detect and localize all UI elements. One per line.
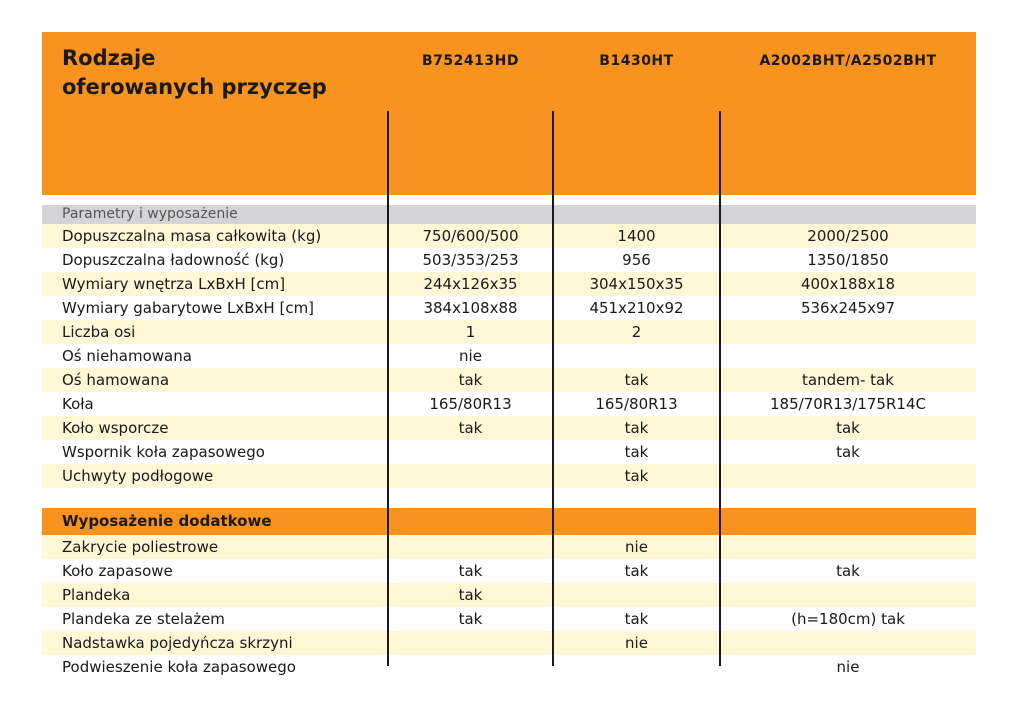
- table-row: [42, 416, 976, 440]
- cell-col-1: tak: [458, 371, 483, 389]
- column-divider: [387, 111, 389, 666]
- cell-col-2: 2: [631, 323, 642, 341]
- row-label: Oś hamowana: [62, 371, 170, 389]
- row-label: Plandeka ze stelażem: [62, 610, 225, 628]
- section-label: Parametry i wyposażenie: [62, 206, 238, 222]
- cell-col-2: nie: [625, 538, 648, 556]
- table-row: [42, 368, 976, 392]
- table-row: [42, 631, 976, 655]
- row-label: Wymiary gabarytowe LxBxH [cm]: [62, 299, 315, 317]
- column-divider: [719, 111, 721, 666]
- section-gap: [42, 488, 976, 508]
- title-line-2: oferowanych przyczep: [62, 75, 327, 99]
- cell-col-1: 1: [465, 323, 476, 341]
- cell-col-3: tak: [836, 419, 860, 437]
- row-label: Podwieszenie koła zapasowego: [62, 658, 296, 676]
- cell-col-1: 750/600/500: [422, 227, 519, 245]
- cell-col-1: 503/353/253: [422, 251, 519, 269]
- row-label: Oś niehamowana: [62, 347, 192, 365]
- section-header-extras: [42, 508, 976, 535]
- table-row: [42, 464, 976, 488]
- cell-col-2: tak: [624, 371, 649, 389]
- table-row: [42, 320, 976, 344]
- cell-col-2: 956: [622, 251, 651, 269]
- table-row: [42, 607, 976, 631]
- cell-col-3: tak: [836, 443, 860, 461]
- cell-col-2: 165/80R13: [595, 395, 678, 413]
- row-label: Plandeka: [62, 586, 131, 604]
- table-header: [42, 32, 976, 195]
- column-header-1: B752413HD: [422, 53, 519, 69]
- cell-col-2: tak: [624, 419, 649, 437]
- row-label: Zakrycie poliestrowe: [62, 538, 219, 556]
- table-row: [42, 392, 976, 416]
- cell-col-1: 165/80R13: [429, 395, 512, 413]
- cell-col-2: 451x210x92: [589, 299, 684, 317]
- cell-col-3: 1350/1850: [807, 251, 889, 269]
- row-label: Koło zapasowe: [62, 562, 173, 580]
- table-row: [42, 248, 976, 272]
- column-divider: [552, 111, 554, 666]
- cell-col-3: tak: [836, 562, 860, 580]
- row-label: Nadstawka pojedyńcza skrzyni: [62, 634, 293, 652]
- cell-col-2: tak: [624, 562, 649, 580]
- section-header-parameters: [42, 205, 976, 224]
- table-row: [42, 583, 976, 607]
- cell-col-2: tak: [624, 467, 649, 485]
- table-row: [42, 535, 976, 559]
- title-line-1: Rodzaje: [62, 46, 156, 70]
- cell-col-3: nie: [836, 658, 860, 676]
- row-label: Uchwyty podłogowe: [62, 467, 214, 485]
- row-label: Wspornik koła zapasowego: [62, 443, 265, 461]
- table-row: [42, 559, 976, 583]
- column-header-3: A2002BHT/A2502BHT: [759, 53, 937, 69]
- cell-col-3: 536x245x97: [800, 299, 896, 317]
- cell-col-1: tak: [458, 586, 483, 604]
- table-row: [42, 296, 976, 320]
- row-label: Dopuszczalna masa całkowita (kg): [62, 227, 322, 245]
- cell-col-3: (h=180cm) tak: [791, 610, 905, 628]
- row-label: Koła: [62, 395, 94, 413]
- trailer-spec-table: [42, 32, 976, 679]
- page-title: [62, 44, 327, 102]
- table-row: [42, 344, 976, 368]
- cell-col-3: 2000/2500: [807, 227, 889, 245]
- cell-col-3: tandem- tak: [802, 371, 894, 389]
- row-label: Dopuszczalna ładowność (kg): [62, 251, 285, 269]
- cell-col-1: tak: [458, 562, 483, 580]
- row-label: Koło wsporcze: [62, 419, 169, 437]
- row-label: Wymiary wnętrza LxBxH [cm]: [62, 275, 286, 293]
- table-row: [42, 272, 976, 296]
- cell-col-1: nie: [459, 347, 482, 365]
- column-header-2: B1430HT: [599, 53, 674, 69]
- cell-col-2: tak: [624, 443, 649, 461]
- row-label: Liczba osi: [62, 323, 136, 341]
- cell-col-1: 384x108x88: [423, 299, 518, 317]
- section-label: Wyposażenie dodatkowe: [62, 512, 272, 530]
- cell-col-1: tak: [458, 419, 483, 437]
- cell-col-3: 400x188x18: [800, 275, 896, 293]
- cell-col-1: tak: [458, 610, 483, 628]
- cell-col-2: tak: [624, 610, 649, 628]
- table-row: [42, 440, 976, 464]
- cell-col-3: 185/70R13/175R14C: [770, 395, 926, 413]
- cell-col-2: nie: [625, 634, 648, 652]
- cell-col-2: 1400: [617, 227, 656, 245]
- table-row: [42, 224, 976, 248]
- cell-col-1: 244x126x35: [423, 275, 518, 293]
- table-row: [42, 655, 976, 679]
- cell-col-2: 304x150x35: [589, 275, 684, 293]
